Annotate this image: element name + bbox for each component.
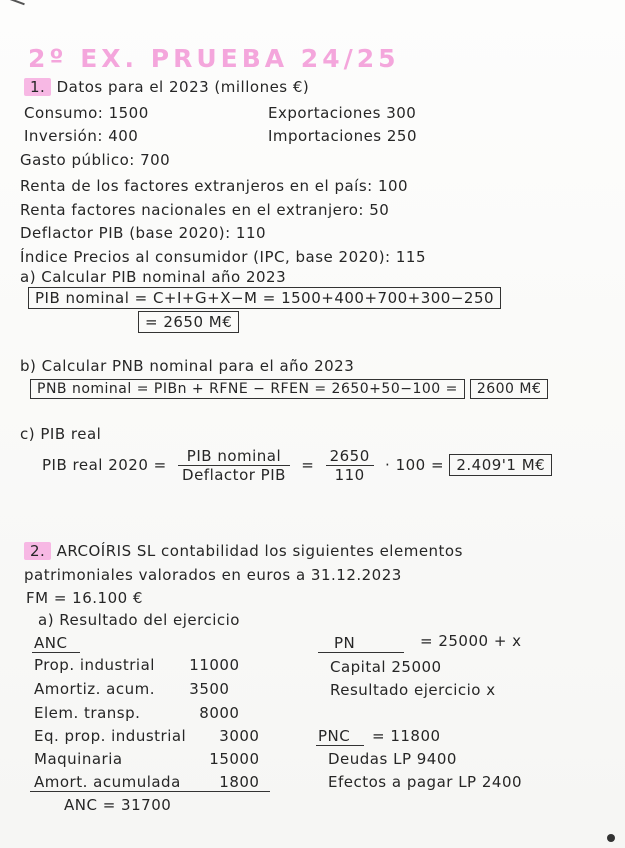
page-corner-mark-icon <box>607 834 615 842</box>
q1-consumo: Consumo: 1500 <box>24 104 149 122</box>
q1-exportaciones: Exportaciones 300 <box>268 104 417 122</box>
q1-intro: Datos para el 2023 (millones €) <box>56 78 310 96</box>
q2-a-label: a) Resultado del ejercicio <box>38 611 240 629</box>
q1-inversion: Inversión: 400 <box>24 127 139 145</box>
q2-left-item-label: Eq. prop. industrial <box>34 727 187 745</box>
q2-left-item-value: 1800 <box>219 773 260 791</box>
q1-c-formula-row <box>42 447 552 484</box>
q1-gasto: Gasto público: 700 <box>20 151 171 169</box>
q2-left-item <box>34 704 239 722</box>
q1-header <box>24 78 309 96</box>
pn-underline <box>318 652 404 653</box>
q2-left-item-value: 3000 <box>219 727 260 745</box>
q2-number: 2. <box>24 542 51 560</box>
q2-pnc-value: = 11800 <box>372 727 441 745</box>
q1-b-label: b) Calcular PNB nominal para el año 2023 <box>20 357 355 375</box>
q1-c-result: 2.409'1 M€ <box>449 454 552 476</box>
q1-deflactor: Deflactor PIB (base 2020): 110 <box>20 224 267 242</box>
q1-c-fraction-2 <box>326 447 374 484</box>
q1-c-num1: PIB nominal <box>178 447 290 466</box>
q2-left-item-label: Amortiz. acum. <box>34 680 156 698</box>
q1-a-formula-row <box>28 289 501 307</box>
q1-number: 1. <box>24 78 51 96</box>
q2-pn-value: = 25000 + x <box>420 632 522 650</box>
q1-importaciones: Importaciones 250 <box>268 127 418 145</box>
q2-pn-head: PN <box>334 634 356 652</box>
q2-anc-head: ANC <box>34 634 68 652</box>
q1-c-eq: = <box>301 456 315 474</box>
q2-left-item-value: 11000 <box>189 656 240 674</box>
anc-total-underline <box>30 791 270 792</box>
q2-efectos: Efectos a pagar LP 2400 <box>328 773 523 791</box>
q1-a-label: a) Calcular PIB nominal año 2023 <box>20 268 287 286</box>
q2-left-item <box>34 680 229 698</box>
q2-left-item-value: 3500 <box>189 680 230 698</box>
pen-mark-icon <box>5 0 25 11</box>
q1-renta-ext: Renta de los factores extranjeros en el país: 100 <box>20 177 409 195</box>
q2-left-item <box>34 656 240 674</box>
q2-capital: Capital 25000 <box>330 658 442 676</box>
q1-a-result-row <box>138 313 239 331</box>
page-title: 2º EX. PRUEBA 24/25 <box>28 44 400 73</box>
q1-c-den2: 110 <box>334 466 365 484</box>
q1-renta-nac: Renta factores nacionales en el extranjero: 50 <box>20 201 390 219</box>
q2-fm: FM = 16.100 € <box>26 589 143 607</box>
q1-c-num2: 2650 <box>326 447 374 466</box>
q1-a-result: = 2650 M€ <box>138 311 239 333</box>
q1-b-formula-row <box>30 381 548 397</box>
anc-underline <box>32 652 80 653</box>
q1-b-formula: PNB nominal = PIBn + RFNE − RFEN = 2650+50−100 = <box>30 379 465 399</box>
q1-c-fraction-1 <box>178 447 290 484</box>
q2-left-item <box>34 727 259 745</box>
q1-c-den1: Deflactor PIB <box>182 466 286 484</box>
q1-ipc: Índice Precios al consumidor (IPC, base 2020): 115 <box>20 248 427 266</box>
q2-deudas: Deudas LP 9400 <box>328 750 457 768</box>
q2-left-item-value: 8000 <box>199 704 240 722</box>
q2-left-item-value: 15000 <box>209 750 260 768</box>
q2-intro2: patrimoniales valorados en euros a 31.12.2023 <box>24 566 402 584</box>
q2-left-item-label: Amort. acumulada <box>34 773 181 791</box>
q1-c-mult: · 100 = <box>385 456 445 474</box>
q1-c-lhs: PIB real 2020 = <box>42 456 167 474</box>
q1-a-formula: PIB nominal = C+I+G+X−M = 1500+400+700+300−250 <box>28 287 501 309</box>
q2-left-item-label: Maquinaria <box>34 750 123 768</box>
q2-resultado: Resultado ejercicio x <box>330 681 496 699</box>
q2-left-item <box>34 750 260 768</box>
q2-left-item-label: Prop. industrial <box>34 656 155 674</box>
q2-header <box>24 542 463 560</box>
q2-left-item-label: Elem. transp. <box>34 704 141 722</box>
q2-pnc-head: PNC <box>318 727 351 745</box>
q2-intro1: ARCOÍRIS SL contabilidad los siguientes elementos <box>56 542 463 560</box>
q1-b-result: 2600 M€ <box>470 379 549 399</box>
q2-anc-total: ANC = 31700 <box>64 796 172 814</box>
q2-left-item <box>34 773 259 791</box>
q1-c-label: c) PIB real <box>20 425 102 443</box>
pnc-underline <box>316 745 364 746</box>
